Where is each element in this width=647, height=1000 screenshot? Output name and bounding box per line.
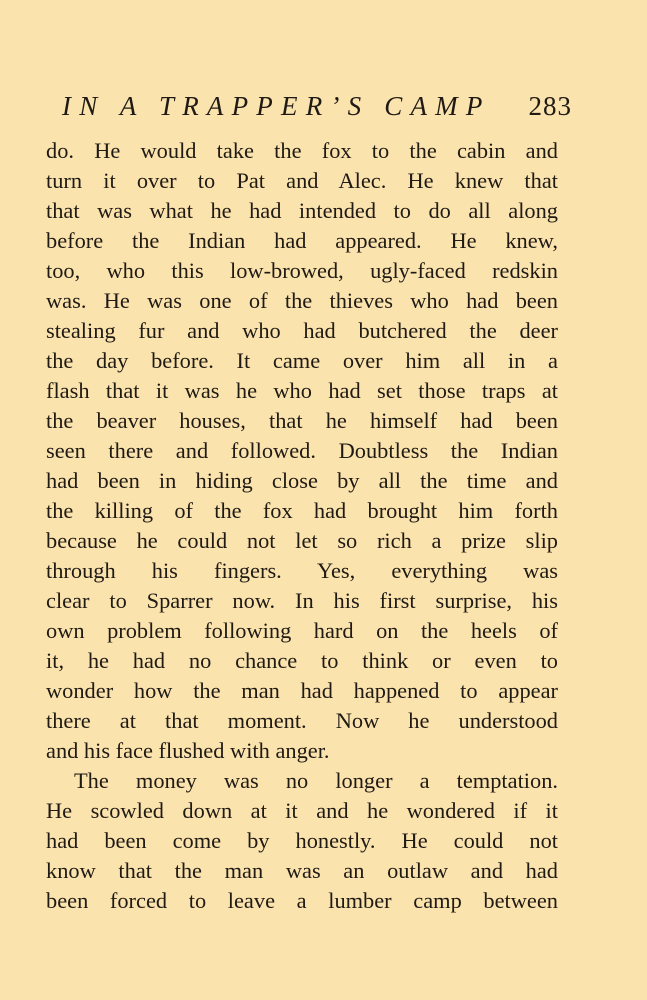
text-line: flash that it was he who had set those traps at — [46, 378, 558, 403]
text-line: was. He was one of the thieves who had been — [46, 288, 558, 313]
paragraph-2 — [46, 766, 558, 916]
text-line: own problem following hard on the heels of — [46, 618, 558, 643]
text-line: before the Indian had appeared. He knew, — [46, 228, 558, 253]
text-line: too, who this low-browed, ugly-faced redskin — [46, 258, 558, 283]
running-head — [62, 88, 572, 124]
text-line: the killing of the fox had brought him forth — [46, 498, 558, 523]
text-line: clear to Sparrer now. In his first surprise, his — [46, 588, 558, 613]
text-line: been forced to leave a lumber camp between — [46, 888, 558, 913]
paragraph-1 — [46, 136, 558, 766]
text-line: that was what he had intended to do all along — [46, 198, 558, 223]
page-number: 283 — [528, 91, 572, 121]
text-line: turn it over to Pat and Alec. He knew that — [46, 168, 558, 193]
text-line: the beaver houses, that he himself had been — [46, 408, 558, 433]
text-line: wonder how the man had happened to appear — [46, 678, 558, 703]
text-line: because he could not let so rich a prize slip — [46, 528, 558, 553]
text-line: had been in hiding close by all the time and — [46, 468, 558, 493]
text-line: the day before. It came over him all in a — [46, 348, 558, 373]
chapter-title: IN A TRAPPER’S CAMP — [62, 91, 491, 121]
text-line: had been come by honestly. He could not — [46, 828, 558, 853]
text-line: He scowled down at it and he wondered if it — [46, 798, 558, 823]
text-line: know that the man was an outlaw and had — [46, 858, 558, 883]
text-line: do. He would take the fox to the cabin and — [46, 138, 558, 163]
text-line: The money was no longer a temptation. — [74, 768, 558, 793]
text-line: through his fingers. Yes, everything was — [46, 558, 558, 583]
text-line: it, he had no chance to think or even to — [46, 648, 558, 673]
text-line: and his face flushed with anger. — [46, 738, 330, 763]
body-text — [46, 136, 558, 916]
text-line: seen there and followed. Doubtless the Indian — [46, 438, 558, 463]
text-line: stealing fur and who had butchered the deer — [46, 318, 558, 343]
text-line: there at that moment. Now he understood — [46, 708, 558, 733]
